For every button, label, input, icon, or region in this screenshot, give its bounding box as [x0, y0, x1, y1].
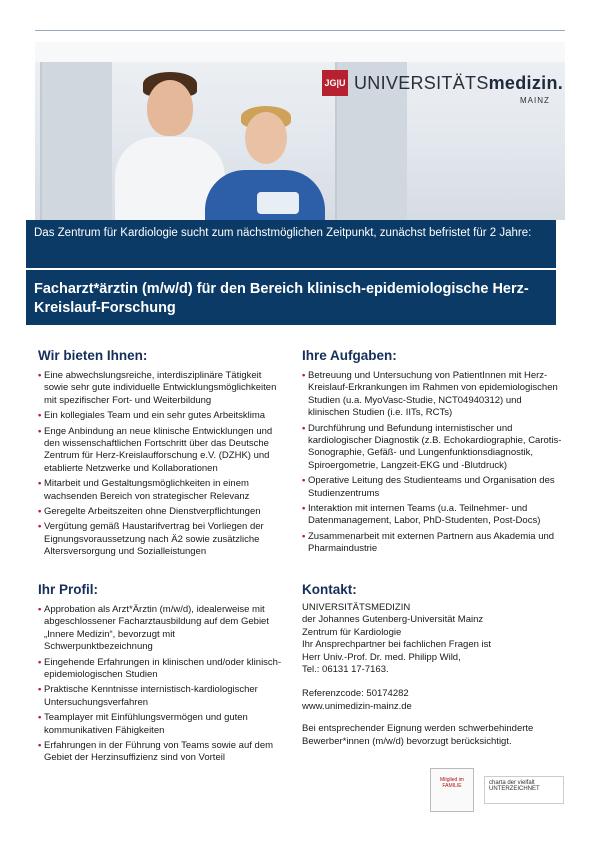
list-item: • Durchführung und Befundung internistischer und kardiologischer Diagnostik (z.B. Echokardiographie, Carotis-Sonographie, Gefäß- und Lungenfunktionsdiagnostik, Spiroergometrie, Langzeit-EKG und -Blutdruck) [302, 422, 562, 471]
header-photo [35, 42, 565, 220]
contact-line: Zentrum für Kardiologie [302, 626, 402, 638]
list-item: • Mitarbeit und Gestaltungsmöglichkeiten in einem wachsenden Bereich von strategischer Relevanz [38, 478, 250, 502]
list-item: • Approbation als Arzt*Ärztin (m/w/d), idealerweise mit abgeschlossener Facharztausbildung auf dem Gebiet „Innere Medizin“, bevorzugt mit Schwerpunktbezeichnung [38, 604, 269, 653]
bullet-icon: • [38, 370, 42, 381]
equal-opportunity-note: Bei entsprechender Eignung werden schwerbehinderte Bewerber*innen (m/w/d) bevorzugt berücksichtigt. [302, 723, 534, 747]
list-item: • Teamplayer mit Einfühlungsvermögen und guten kommunikativen Fähigkeiten [38, 712, 248, 736]
contact-line: der Johannes Gutenberg-Universität Mainz [302, 614, 484, 626]
bullet-icon: • [302, 475, 306, 487]
contact-section [302, 582, 564, 748]
list-item: • Ein kollegiales Team und ein sehr gutes Arbeitsklima [38, 410, 266, 422]
list-item: • Interaktion mit internen Teams (u.a. Teilnehmer- und Datenmanagement, Labor, PhD-Studenten, Post-Docs) [302, 503, 541, 527]
contact-line: Herr Univ.-Prof. Dr. med. Philipp Wild, [302, 651, 461, 663]
banner-intro: Das Zentrum für Kardiologie sucht zum nächstmöglichen Zeitpunkt, zunächst befristet für 2 Jahre: [26, 220, 556, 268]
list-item: • Eine abwechslungsreiche, interdisziplinäre Tätigkeit sowie sehr gute individuelle Entwicklungsmöglichkeiten mit spezifischer Fort- und Weiterbildung [38, 370, 277, 406]
list-item: • Zusammenarbeit mit externen Partnern aus Akademia und Pharmaindustrie [302, 530, 555, 555]
jgu-logo-icon: JG|U [322, 70, 348, 96]
offer-section [38, 348, 286, 562]
list-item: • Eingehende Erfahrungen in klinischen und/oder klinisch-epidemiologischen Studien [38, 656, 282, 681]
top-divider [35, 30, 565, 31]
charta-badge: charta der vielfalt UNTERZEICHNET [484, 776, 564, 804]
bullet-icon: • [302, 503, 306, 515]
bullet-icon: • [38, 604, 42, 615]
logo-text-light: UNIVERSITÄTS [354, 72, 489, 93]
family-badge: Mitglied im FAMILIE [430, 768, 474, 812]
bullet-icon: • [38, 410, 42, 422]
bullet-icon: • [38, 740, 42, 752]
list-item: • Geregelte Arbeitszeiten ohne Dienstverpflichtungen [38, 506, 261, 518]
list-item: • Enge Anbindung an neue klinische Entwicklungen und den wissenschaftlichen Fortschritt über das Deutsche Zentrum für Herz-Kreislaufforschung e.V. (DZHK) und etablierte Netzwerke und Kollaborationen [38, 425, 273, 474]
list-item: • Operative Leitung des Studienteams und Organisation des Studienzentrums [302, 475, 555, 499]
bullet-icon: • [38, 506, 42, 518]
contact-line: Ihr Ansprechpartner bei fachlichen Fragen ist [302, 639, 492, 651]
contact-heading: Kontakt: [302, 582, 357, 597]
offer-heading: Wir bieten Ihnen: [38, 348, 148, 363]
logo-sub: MAINZ [520, 96, 550, 105]
reference-code: Referenzcode: 50174282 [302, 688, 409, 700]
bullet-icon: • [302, 422, 306, 434]
list-item: • Erfahrungen in der Führung von Teams sowie auf dem Gebiet der Herzinsuffizienz sind von Vorteil [38, 740, 274, 764]
job-title: Facharzt*ärztin (m/w/d) für den Bereich klinisch-epidemiologische Herz-Kreislauf-Forschung [26, 270, 556, 325]
bullet-icon: • [38, 478, 42, 490]
bullet-icon: • [302, 370, 306, 381]
tasks-section [302, 348, 564, 559]
list-item: • Betreuung und Untersuchung von PatientInnen mit Herz-Kreislauf-Erkrankungen im Rahmen von epidemiologischen Studien (u.a. MyoVasc-Studie, NCT04940312) und klinischen Studien (i.e. IITs, RCTs) [302, 370, 558, 419]
list-item: • Vergütung gemäß Haustarifvertrag bei Vorliegen der Eignungsvoraussetzung nach Ä2 sowie zusätzliche Altersversorgung und Sozialleistungen [38, 521, 264, 558]
bullet-icon: • [38, 684, 42, 696]
logo-text-bold: medizin. [488, 72, 564, 93]
profile-heading: Ihr Profil: [38, 582, 98, 597]
bullet-icon: • [38, 521, 42, 533]
bullet-icon: • [302, 530, 306, 542]
bullet-icon: • [38, 712, 42, 724]
list-item: • Praktische Kenntnisse internistisch-kardiologischer Untersuchungsverfahren [38, 684, 258, 708]
bullet-icon: • [38, 425, 42, 437]
profile-section [38, 582, 286, 768]
contact-line: UNIVERSITÄTSMEDIZIN [302, 602, 411, 613]
website-link[interactable]: www.unimedizin-mainz.de [302, 700, 412, 712]
bullet-icon: • [38, 656, 42, 668]
tasks-heading: Ihre Aufgaben: [302, 348, 397, 363]
university-logo [322, 70, 563, 96]
contact-line: Tel.: 06131 17-7163. [302, 664, 389, 676]
